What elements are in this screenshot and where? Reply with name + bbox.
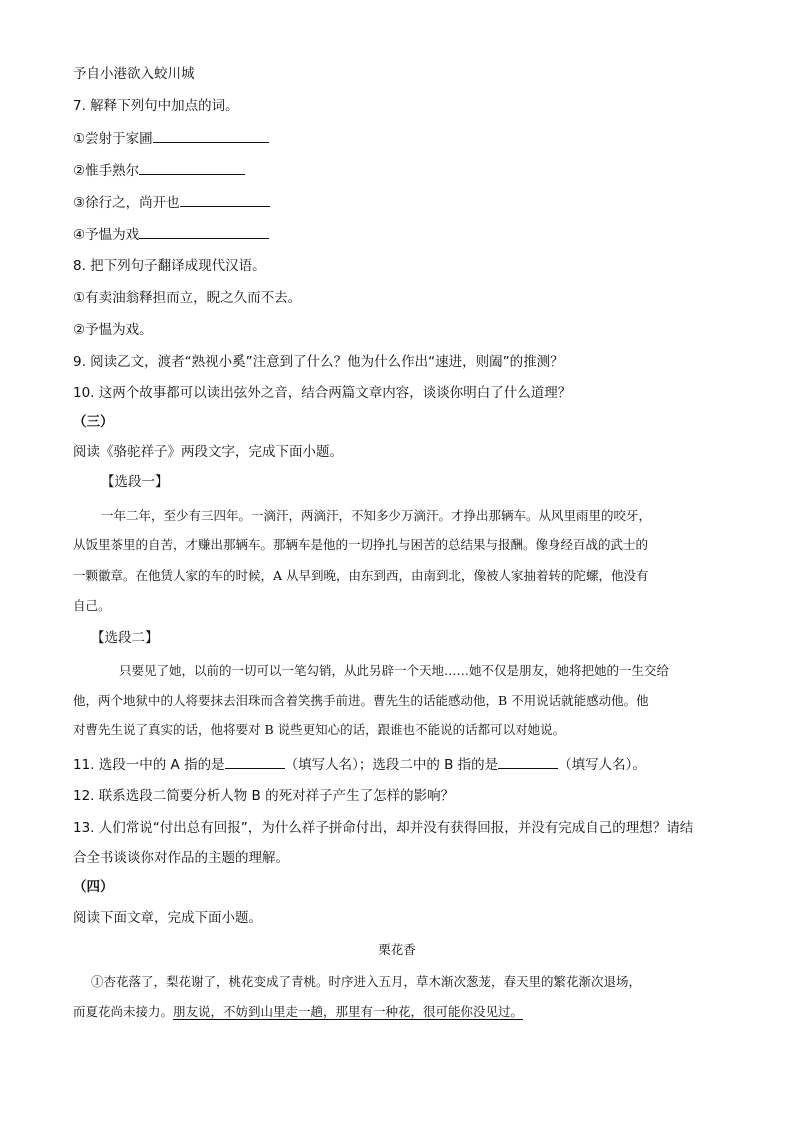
passage-line: 他，两个地狱中的人将要抹去泪珠而含着笑携手前进。曹先生的话能感动他，B 不用说话就能感动他。他	[73, 693, 649, 708]
answer-blank[interactable]	[498, 754, 558, 769]
section-heading: （四）	[73, 879, 114, 895]
question-7-item	[73, 224, 269, 245]
article-title: 栗花香	[378, 942, 416, 957]
passage-line: 只要见了她，以前的一切可以一笔勾销，从此另辟一个天地……她不仅是朋友，她将把她的一生交给	[119, 663, 670, 678]
question-12: 12. 联系选段二简要分析人物 B 的死对祥子产生了怎样的影响？	[73, 788, 455, 804]
passage-line: 自己。	[73, 598, 111, 613]
underlined-sentence: 朋友说，不妨到山里走一趟，那里有一种花，很可能你没见过。	[173, 1004, 524, 1019]
question-10: 10. 这两个故事都可以读出弦外之音，结合两篇文章内容，谈谈你明白了什么道理？	[73, 385, 572, 401]
question-7-item	[73, 192, 270, 213]
reading-instruction: 阅读《骆驼祥子》两段文字，完成下面小题。	[73, 444, 343, 460]
question-7-item	[73, 128, 269, 149]
passage-text: 而夏花尚未接力。	[73, 1004, 174, 1019]
answer-blank[interactable]	[139, 160, 245, 175]
question-9: 9. 阅读乙文，渡者“熟视小奚”注意到了什么？他为什么作出“速进，则阖”的推测？	[73, 354, 564, 370]
item-text: ①尝射于家圃	[73, 131, 153, 147]
passage-line: 一年二年，至少有三四年。一滴汗，两滴汗，不知多少万滴汗。才挣出那辆车。从风里雨里的咬牙，	[101, 508, 652, 523]
question-11	[73, 754, 646, 775]
answer-blank[interactable]	[139, 224, 269, 239]
reading-instruction: 阅读下面文章，完成下面小题。	[73, 910, 262, 926]
answer-blank[interactable]	[180, 192, 270, 207]
passage-line: ①杏花落了，梨花谢了，桃花变成了青桃。时序进入五月，草木渐次葱茏，春天里的繁花渐次退场，	[91, 974, 642, 989]
question-7: 7. 解释下列句中加点的词。	[73, 98, 239, 114]
passage-line	[73, 1002, 523, 1022]
item-text: ②惟手熟尔	[73, 163, 140, 179]
passage-line: 从饭里茶里的自苦，才赚出那辆车。那辆车是他的一切挣扎与困苦的总结果与报酬。像身经百战的武士的	[73, 537, 649, 552]
question-13: 13. 人们常说“付出总有回报”，为什么祥子拼命付出，却并没有获得回报，并没有完成自己的理想？请结	[73, 820, 694, 836]
question-text: （填写人名）；选段二中的 B 指的是	[284, 757, 499, 773]
excerpt-label: 【选段二】	[91, 630, 159, 646]
item-text: ③徐行之，尚开也	[73, 195, 180, 211]
question-8: 8. 把下列句子翻译成现代汉语。	[73, 258, 266, 274]
excerpt-label: 【选段一】	[101, 474, 169, 490]
answer-blank[interactable]	[225, 754, 285, 769]
question-8-item: ②予愠为戏。	[73, 322, 153, 338]
passage-line: 对曹先生说了真实的话，他将要对 B 说些更知心的话，跟谁也不能说的话都可以对她说。	[73, 722, 566, 737]
item-text: ④予愠为戏	[73, 227, 140, 243]
question-8-item: ①有卖油翁释担而立，睨之久而不去。	[73, 290, 302, 306]
question-13: 合全书谈谈你对作品的主题的理解。	[73, 850, 289, 866]
passage-line: 一颗徽章。在他赁人家的车的时候，A 从早到晚，由东到西，由南到北，像被人家抽着转的陀螺，他没有	[73, 568, 649, 583]
answer-blank[interactable]	[153, 128, 269, 143]
text-line: 予自小港欲入蛟川城	[73, 66, 195, 82]
question-text: （填写人名）。	[558, 757, 646, 773]
question-7-item	[73, 160, 245, 181]
section-heading: （三）	[73, 414, 114, 430]
question-text: 11. 选段一中的 A 指的是	[73, 757, 225, 773]
